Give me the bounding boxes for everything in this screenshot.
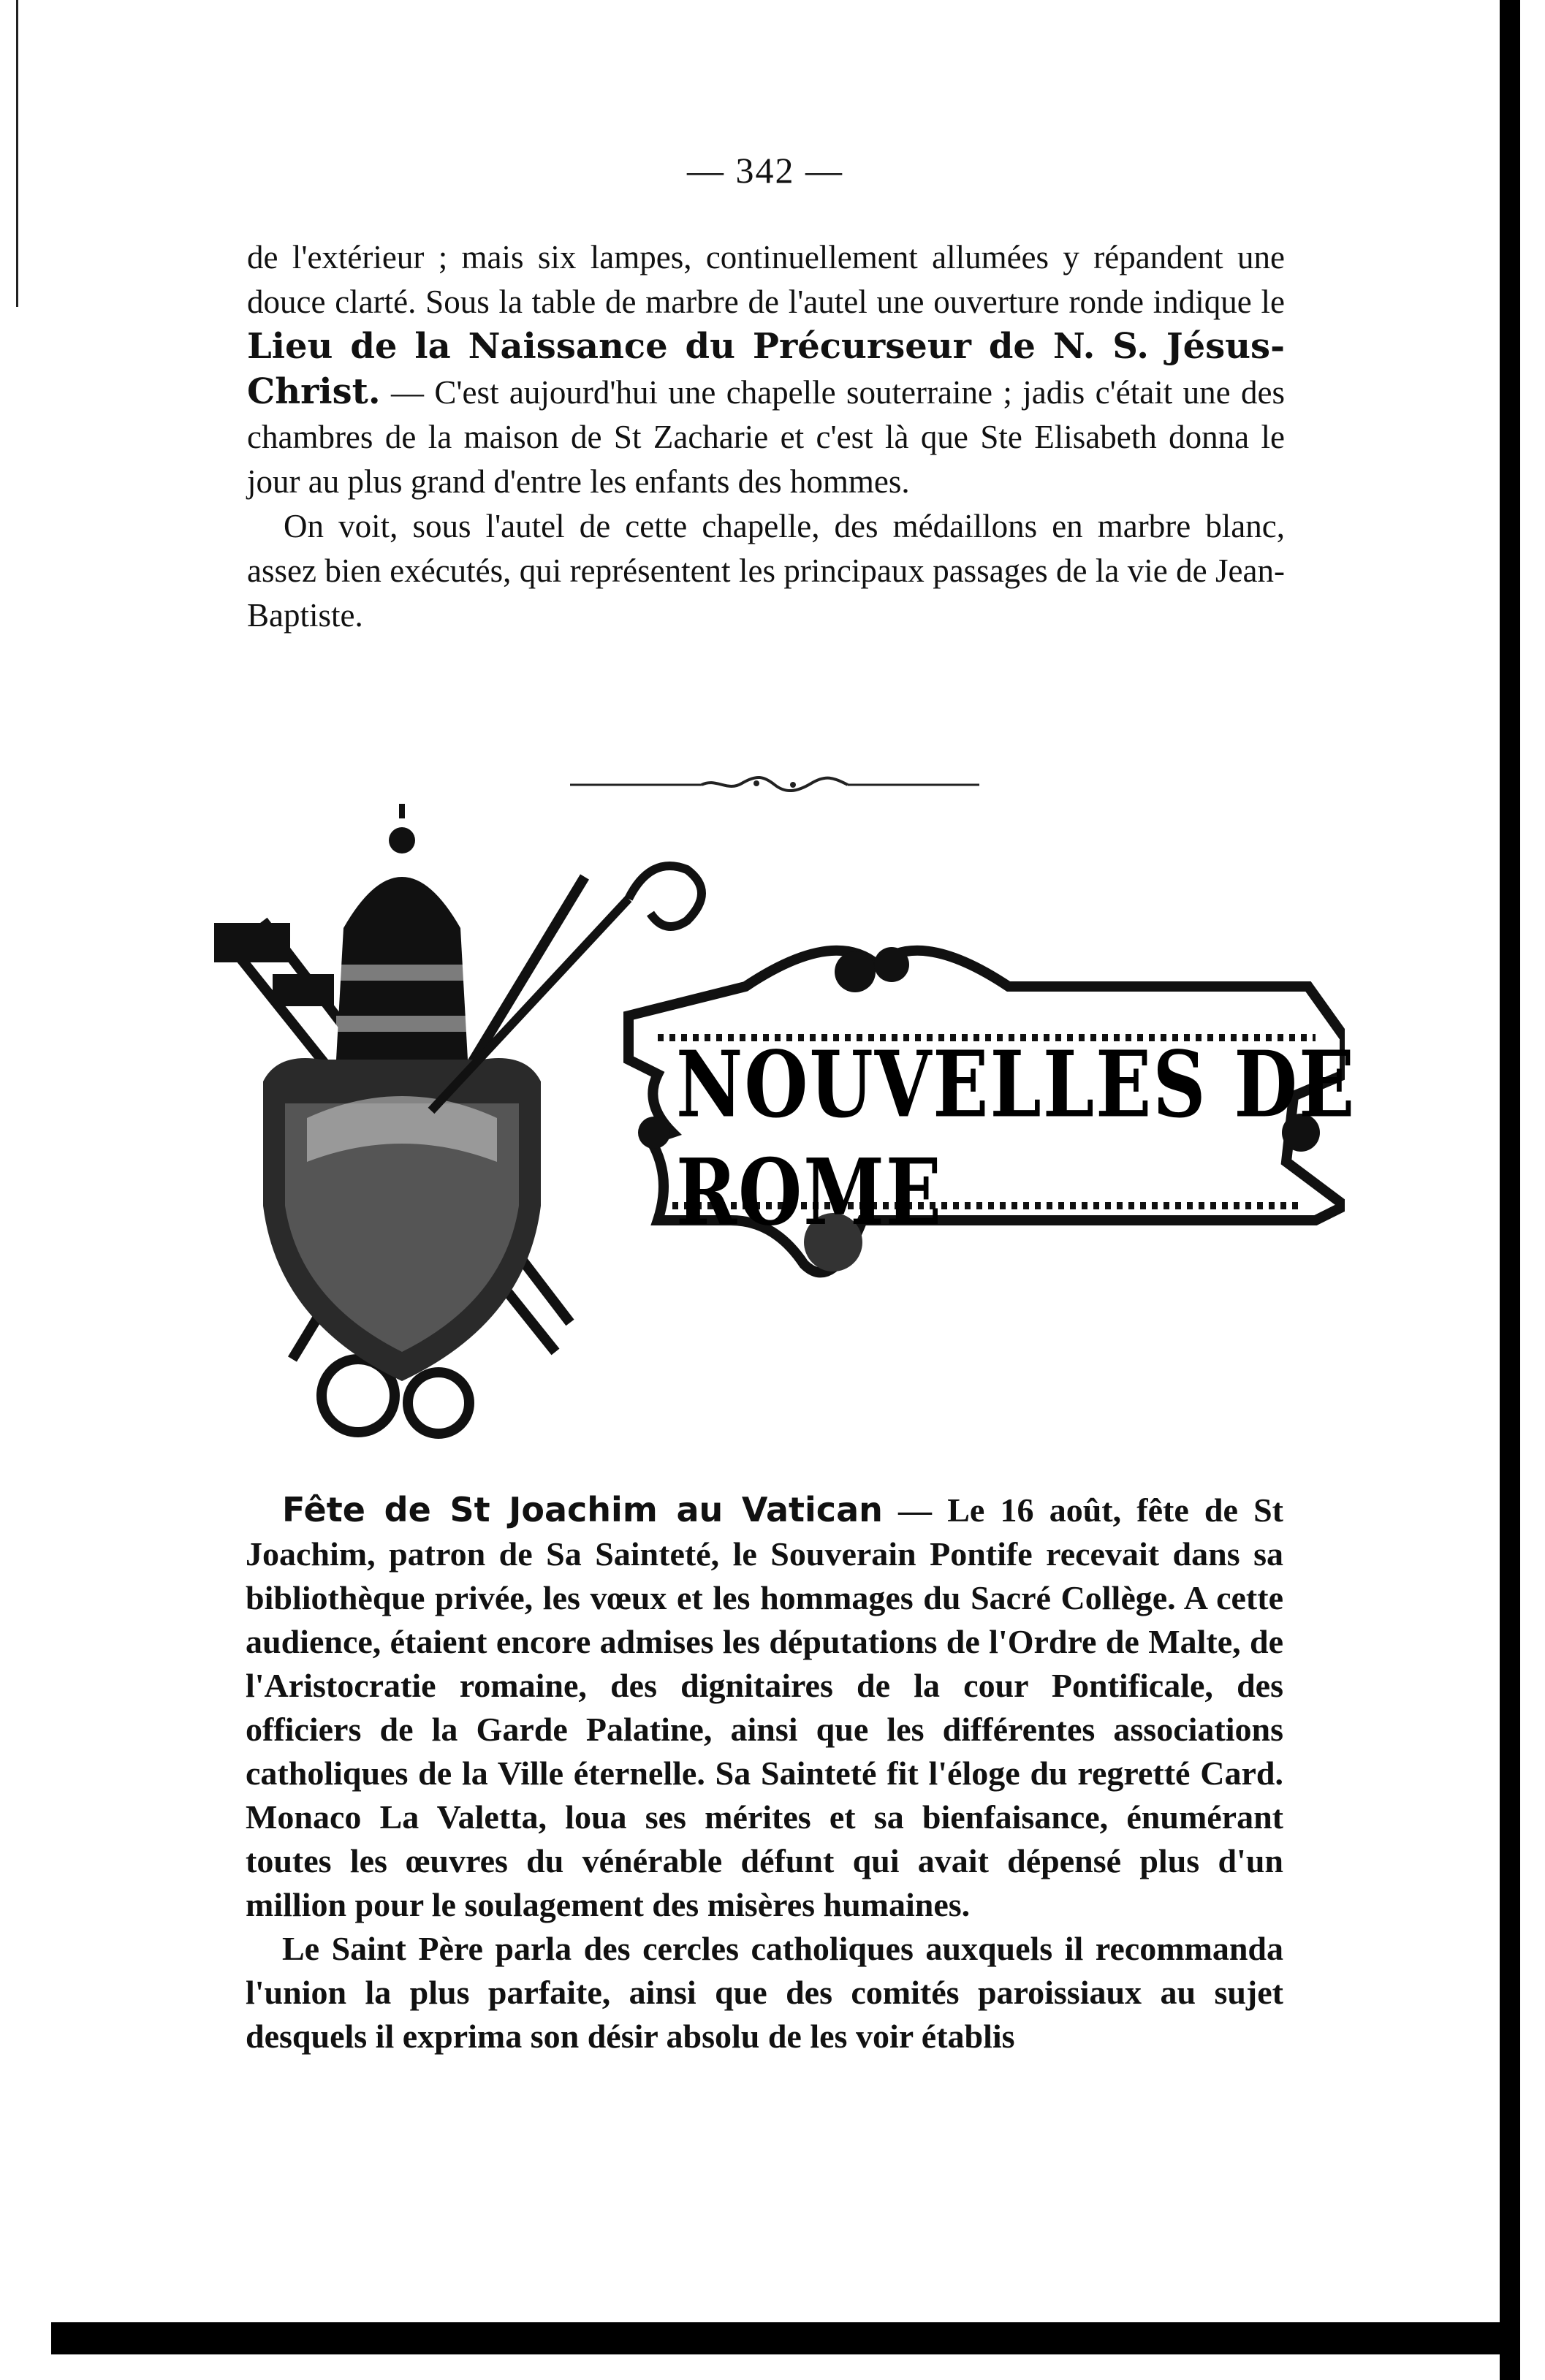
news-paragraph-2: Le Saint Père parla des cercles catholiques auxquels il recommanda l'union la plus parfaite, ainsi que des comités paroissiaux au sujet desquels il exprima son désir absolu de les voir établis xyxy=(246,1930,1283,2055)
paragraph-1 xyxy=(247,235,1285,504)
news-paragraph-1 xyxy=(246,1488,1283,1927)
ornamental-divider xyxy=(570,775,979,794)
paragraph-2: On voit, sous l'autel de cette chapelle, des médaillons en marbre blanc, assez bien exécutés, qui représentent les principaux passages de la vie de Jean-Baptiste. xyxy=(247,508,1285,634)
page-number: — 342 — xyxy=(687,150,843,191)
papal-tiara-icon xyxy=(336,804,468,1067)
banner-title: NOUVELLES DE ROME xyxy=(676,1030,1356,1246)
news-lead: Fête de St Joachim au Vatican xyxy=(282,1490,883,1529)
page-edge-left xyxy=(16,0,18,307)
news-paragraph-1-body: — Le 16 août, fête de St Joachim, patron de Sa Sainteté, le Souverain Pontife recevait dans sa bibliothèque privée, les vœux et les hommages du Sacré Collège. A cette audience, étaient encore admises les députations de l'Ordre de Malte, de l'Aristocratie romaine, des dignitaires de la cour Pontificale, des officiers de la Garde Palatine, ainsi que les différentes associations catholiques de la Ville éternelle. Sa Sainteté fit l'éloge du regretté Card. Monaco La Valetta, loua ses mérites et sa bienfaisance, énumérant toutes les œuvres du vénérable défunt qui avait dépensé plus d'un million pour le soulagement des misères humaines. xyxy=(246,1491,1284,1923)
paragraph-1-continuation: — C'est aujourd'hui une chapelle souterraine ; jadis c'était une des chambres de la maison de St Zacharie et c'est là que Ste Elisabeth donna le jour au plus grand d'entre les enfants des hommes. xyxy=(247,374,1285,500)
section-1 xyxy=(247,235,1285,638)
page-edge-bottom xyxy=(51,2322,1509,2354)
paragraph-1-intro: de l'extérieur ; mais six lampes, continuellement allumées y répandent une douce clarté. Sous la table de marbre de l'autel une ouverture ronde indique le xyxy=(247,239,1285,320)
section-2 xyxy=(246,1488,1283,2058)
section-heading: Lieu de la Naissance du Précurseur de N. S. Jésus-Christ. xyxy=(247,326,1285,412)
